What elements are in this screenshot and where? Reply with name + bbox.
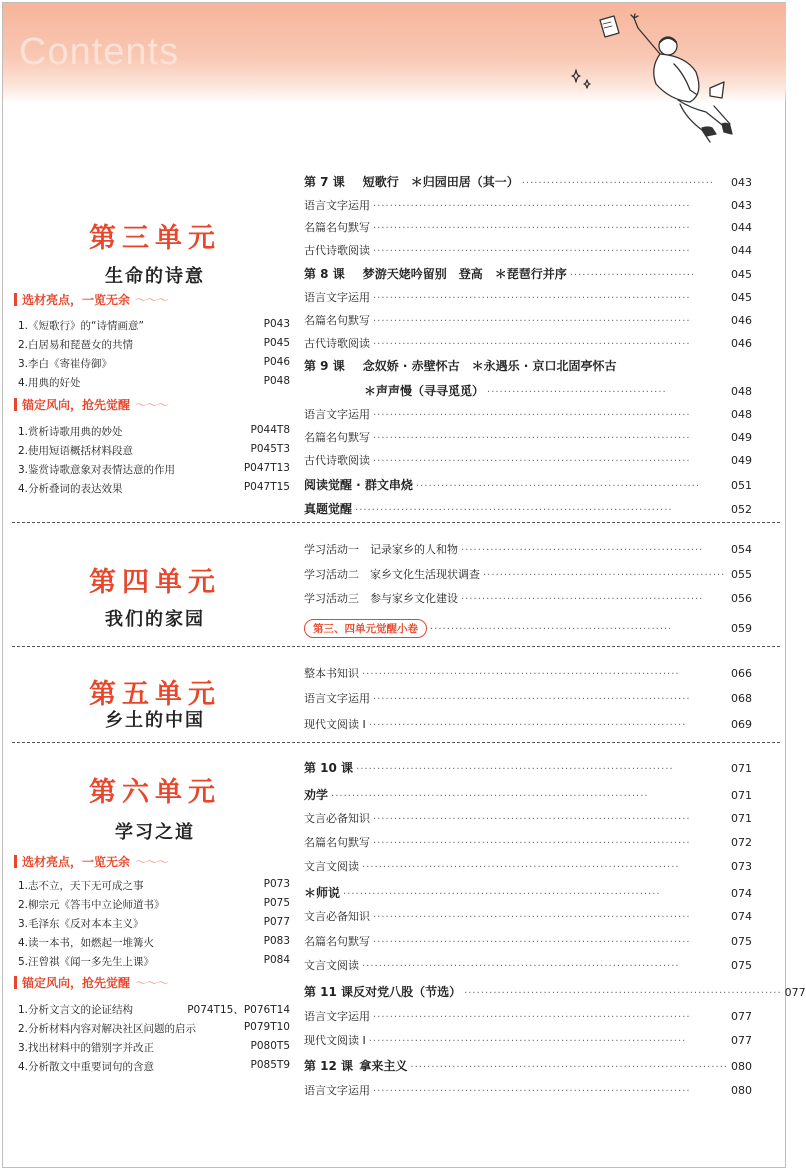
toc-entry[interactable]: ＊声声慢（寻寻觅觅） ··········································· 048: [364, 384, 752, 398]
list-item: 3.找出材料中的错别字并改正 P080T5: [18, 1040, 290, 1054]
unit-6-section-1-heading: [14, 853, 168, 870]
toc-entry[interactable]: 名篇名句默写 ············································································ 044: [304, 221, 752, 234]
unit-4-block: [20, 560, 290, 599]
wave-decoration: ～～～: [135, 398, 169, 412]
unit-6-title: 第六单元: [89, 777, 221, 808]
section-heading-text: 选材亮点，一览无余: [22, 293, 131, 307]
toc-entry[interactable]: 劝学 ············································································ 071: [304, 788, 752, 802]
list-item: 3.李白《寄崔侍御》 P046: [18, 356, 290, 370]
toc-entry[interactable]: 现代文阅读 Ⅰ ············································································ 069: [304, 718, 752, 731]
list-item: 4.分析散文中重要词句的含意 P085T9: [18, 1059, 290, 1073]
unit-6-subtitle: 学习之道: [115, 822, 195, 843]
quiz-badge: 第三、四单元觉醒小卷: [304, 619, 427, 638]
toc-entry-quiz[interactable]: 第三、四单元觉醒小卷 ·························································· 059: [304, 619, 752, 638]
section-heading-text: 选材亮点，一览无余: [22, 855, 131, 869]
list-item: 2.使用短语概括材料段意 P045T3: [18, 443, 290, 457]
list-item: 5.汪曾祺《闻一多先生上课》 P084: [18, 954, 290, 968]
toc-entry[interactable]: ＊师说 ············································································ 074: [304, 886, 752, 900]
section-heading-text: 锚定风向，抢先觉醒: [22, 976, 131, 990]
toc-entry[interactable]: 整本书知识 ············································································ 066: [304, 667, 752, 680]
toc-lesson-7[interactable]: 第 7 课 短歌行 ＊归园田居（其一） ·············································· 043: [304, 175, 752, 189]
list-item: 3.鉴赏诗歌意象对表情达意的作用 P047T13: [18, 462, 290, 476]
toc-entry[interactable]: 现代文阅读 Ⅰ ············································································ 077: [304, 1034, 752, 1047]
toc-entry[interactable]: 名篇名句默写 ············································································ 075: [304, 935, 752, 948]
toc-entry[interactable]: 古代诗歌阅读 ············································································ 049: [304, 454, 752, 467]
toc-entry[interactable]: 语言文字运用 ············································································ 068: [304, 692, 752, 705]
unit-5-subtitle: 乡土的中国: [105, 710, 205, 731]
toc-lesson-8[interactable]: 第 8 课 梦游天姥吟留别 登高 ＊琵琶行并序 ······························ 045: [304, 267, 752, 281]
unit-3-section-1-heading: [14, 291, 168, 308]
wave-decoration: ～～～: [135, 855, 169, 869]
section-divider: [12, 742, 780, 743]
toc-entry[interactable]: 语言文字运用 ············································································ 077: [304, 1010, 752, 1023]
toc-entry[interactable]: 古代诗歌阅读 ············································································ 044: [304, 244, 752, 257]
toc-entry[interactable]: 学习活动三 参与家乡文化建设 ·························································· 056: [304, 592, 752, 605]
toc-lesson-10[interactable]: 第 10 课 ············································································ 071: [304, 761, 752, 775]
toc-entry[interactable]: 学习活动一 记录家乡的人和物 ·························································· 054: [304, 543, 752, 556]
unit-3-block: [20, 216, 290, 255]
unit-4-title: 第四单元: [89, 567, 221, 598]
unit-5-title: 第五单元: [89, 679, 221, 710]
toc-entry[interactable]: 阅读觉醒 · 群文串烧 ···································································· 051: [304, 478, 752, 492]
toc-lesson-12[interactable]: 第 12 课 拿来主义 ············································································ 080: [304, 1059, 752, 1073]
list-item: 1.分析文言文的论证结构 P074T15、P076T14: [18, 1004, 290, 1016]
toc-entry[interactable]: 真题觉醒 ············································································ 052: [304, 502, 752, 516]
unit-3-subtitle: 生命的诗意: [105, 266, 205, 287]
contents-title: Contents: [19, 31, 180, 73]
section-divider: [12, 646, 780, 647]
flying-person-illustration: [560, 8, 760, 158]
toc-entry[interactable]: 文言文阅读 ············································································ 075: [304, 959, 752, 972]
toc-entry[interactable]: 古代诗歌阅读 ············································································ 046: [304, 337, 752, 350]
unit-3-section-2-heading: [14, 396, 168, 413]
wave-decoration: ～～～: [135, 293, 169, 307]
list-item: 1.赏析诗歌用典的妙处 P044T8: [18, 424, 290, 438]
list-item: 2.白居易和琵琶女的共情 P045: [18, 337, 290, 351]
section-marker: [14, 293, 17, 306]
toc-entry[interactable]: 语言文字运用 ············································································ 080: [304, 1084, 752, 1097]
toc-lesson-11[interactable]: 第 11 课 反对党八股（节选） ············································································ 077: [304, 985, 806, 999]
unit-6-block: [20, 770, 290, 809]
list-item: 4.用典的好处 P048: [18, 375, 290, 389]
list-item: 2.柳宗元《答韦中立论师道书》 P075: [18, 897, 290, 911]
toc-entry[interactable]: 名篇名句默写 ············································································ 049: [304, 431, 752, 444]
unit-4-subtitle: 我们的家园: [105, 609, 205, 630]
toc-entry[interactable]: 语言文字运用 ············································································ 048: [304, 408, 752, 421]
list-item: 4.读一本书，如燃起一堆篝火 P083: [18, 935, 290, 949]
wave-decoration: ～～～: [135, 976, 169, 990]
section-marker: [14, 855, 17, 868]
unit-3-title: 第三单元: [89, 223, 221, 254]
section-marker: [14, 398, 17, 411]
section-heading-text: 锚定风向，抢先觉醒: [22, 398, 131, 412]
toc-entry[interactable]: 名篇名句默写 ············································································ 072: [304, 836, 752, 849]
toc-entry[interactable]: 语言文字运用 ············································································ 045: [304, 291, 752, 304]
list-item: 1.《短歌行》的“诗情画意” P043: [18, 318, 290, 332]
section-marker: [14, 976, 17, 989]
toc-entry[interactable]: 语言文字运用 ············································································ 043: [304, 199, 752, 212]
list-item: 4.分析叠词的表达效果 P047T15: [18, 481, 290, 495]
list-item: 3.毛泽东《反对本本主义》 P077: [18, 916, 290, 930]
section-divider: [12, 522, 780, 523]
unit-6-section-2-heading: [14, 974, 168, 991]
toc-entry[interactable]: 学习活动二 家乡文化生活现状调查 ·························································· 055: [304, 568, 752, 581]
toc-entry[interactable]: 文言必备知识 ············································································ 074: [304, 910, 752, 923]
toc-entry[interactable]: 文言必备知识 ············································································ 071: [304, 812, 752, 825]
list-item: 2.分析材料内容对解决社区问题的启示 P079T10: [18, 1021, 290, 1035]
list-item: 1.志不立，天下无可成之事 P073: [18, 878, 290, 892]
toc-entry[interactable]: 名篇名句默写 ············································································ 046: [304, 314, 752, 327]
toc-entry[interactable]: 文言文阅读 ············································································ 073: [304, 860, 752, 873]
toc-lesson-9[interactable]: 第 9 课 念奴娇 · 赤壁怀古 ＊永遇乐 · 京口北固亭怀古: [304, 359, 617, 373]
